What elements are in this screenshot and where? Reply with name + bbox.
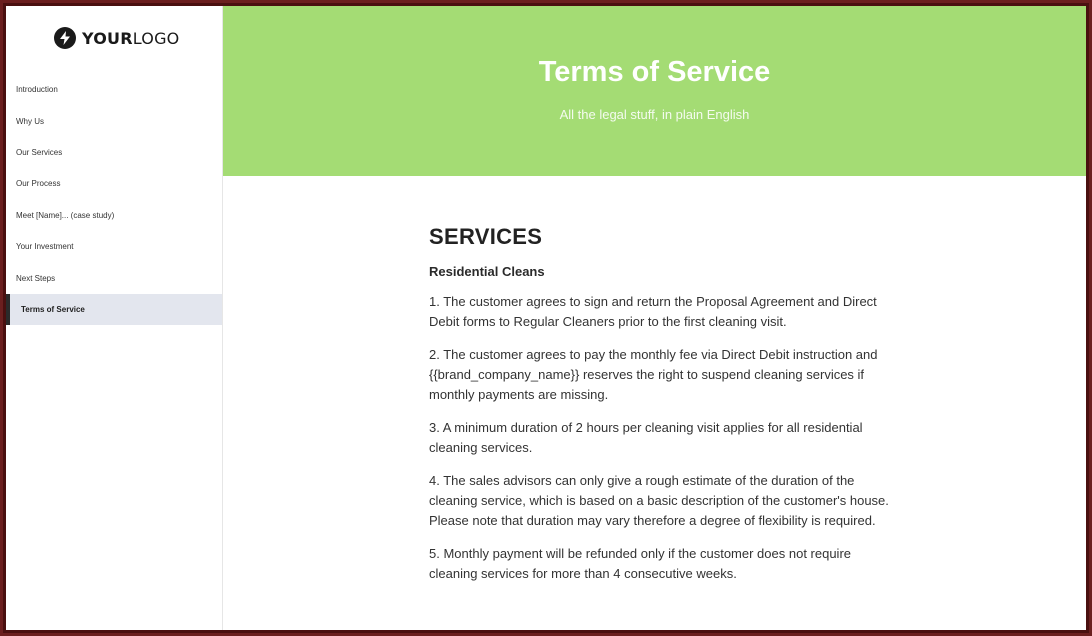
terms-paragraph: 3. A minimum duration of 2 hours per cleaning visit applies for all residential cleaning services. <box>429 420 863 455</box>
sidebar-item-your-investment[interactable] <box>6 231 222 262</box>
terms-paragraph: 5. Monthly payment will be refunded only if the customer does not require cleaning services for more than 4 consecutive weeks. <box>429 546 852 581</box>
sidebar-item-terms-of-service[interactable] <box>6 294 222 325</box>
sidebar-item-label: Your Investment <box>16 242 74 252</box>
sidebar-item-next-steps[interactable] <box>6 262 222 293</box>
sidebar-item-label: Our Process <box>16 179 61 189</box>
terms-paragraph: 4. The sales advisors can only give a rough estimate of the duration of the cleaning service, which is based on a basic description of the customer's house. Please note that duration may vary therefore a degree of flexibility is required. <box>429 473 889 528</box>
page-subtitle: All the legal stuff, in plain English <box>559 107 750 122</box>
sidebar-item-label: Why Us <box>16 116 44 126</box>
logo[interactable] <box>54 27 179 49</box>
sidebar <box>6 6 223 630</box>
terms-paragraph: 2. The customer agrees to pay the monthly fee via Direct Debit instruction and {{brand_company_name}} reserves the right to suspend cleaning services if monthly payments are missing. <box>429 347 878 402</box>
page-title: Terms of Service <box>538 56 771 88</box>
sidebar-item-introduction[interactable] <box>6 74 222 105</box>
logo-text: YOURLOGO <box>82 28 180 48</box>
main-content <box>429 224 899 597</box>
terms-paragraph: 1. The customer agrees to sign and return the Proposal Agreement and Direct Debit forms to Regular Cleaners prior to the first cleaning visit. <box>429 294 877 329</box>
picture-frame <box>3 3 1089 633</box>
sidebar-item-case-study[interactable] <box>6 200 222 231</box>
sidebar-nav <box>6 74 222 325</box>
sidebar-item-our-services[interactable] <box>6 137 222 168</box>
lightning-bolt-icon <box>54 27 76 49</box>
sub-heading: Residential Cleans <box>429 264 545 279</box>
sidebar-item-our-process[interactable] <box>6 168 222 199</box>
section-title: SERVICES <box>429 224 543 249</box>
sidebar-item-label: Introduction <box>16 85 58 95</box>
sidebar-item-label: Terms of Service <box>21 304 85 314</box>
document-window <box>6 6 1086 630</box>
hero-banner <box>223 6 1086 176</box>
sidebar-item-why-us[interactable] <box>6 105 222 136</box>
sidebar-item-label: Next Steps <box>16 273 56 283</box>
sidebar-item-label: Meet [Name]... (case study) <box>16 210 115 220</box>
sidebar-item-label: Our Services <box>16 147 63 157</box>
